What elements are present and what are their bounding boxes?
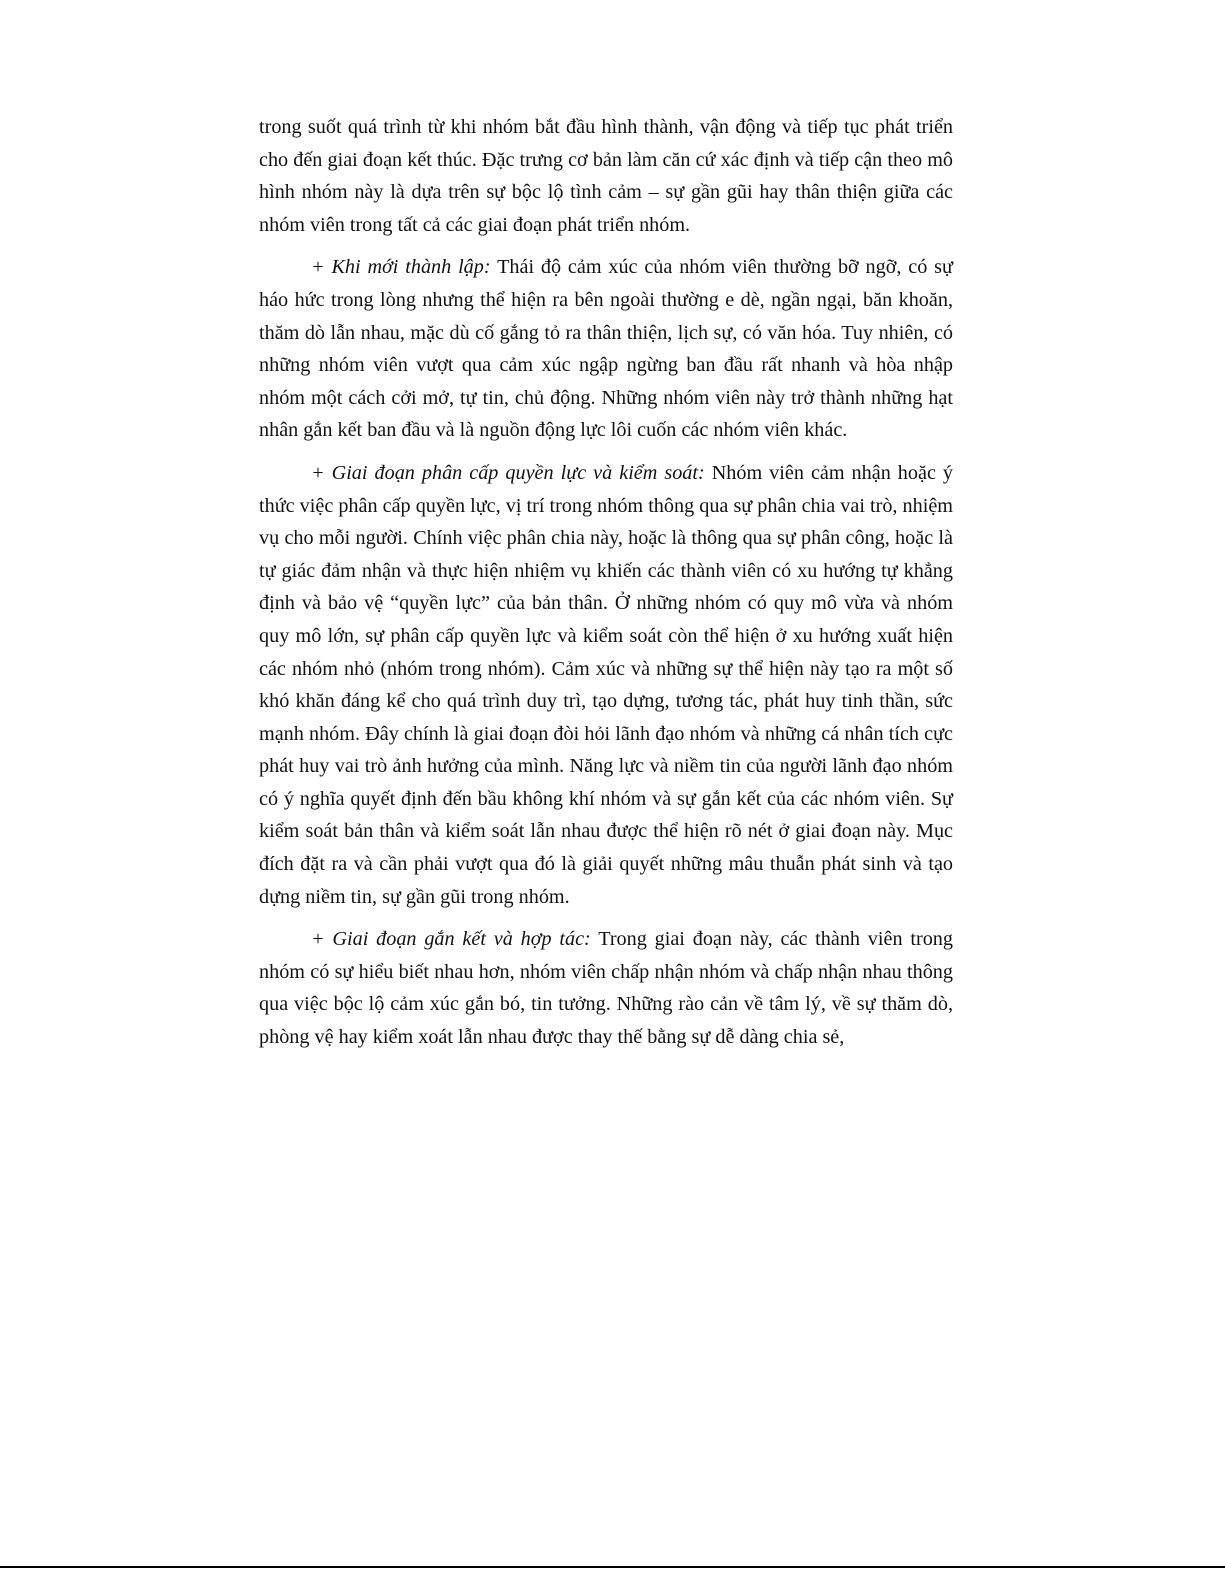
paragraph-text: trong suốt quá trình từ khi nhóm bắt đầu hình thành, vận động và tiếp tục phát triển cho đến giai đoạn kết thúc. Đặc trưng cơ bản làm căn cứ xác định và tiếp cận theo mô hình nhóm này là dựa trên sự bộc lộ tình cảm – sự gần gũi hay thân thiện giữa các nhóm viên trong tất cả các giai đoạn phát triển nhóm. [259, 116, 953, 236]
paragraph-lead: + Giai đoạn gắn kết và hợp tác: [311, 928, 591, 951]
paragraph-gan-ket-hop-tac [259, 923, 953, 1053]
paragraph-khi-moi-thanh-lap [259, 251, 953, 447]
paragraph-phan-cap-quyen-luc [259, 457, 953, 913]
paragraph-text: Trong giai đoạn này, các thành viên trong nhóm có sự hiểu biết nhau hơn, nhóm viên chấp nhận nhóm và chấp nhận nhau thông qua việc bộc lộ cảm xúc gắn bó, tin tưởng. Những rào cản về tâm lý, về sự thăm dò, phòng vệ hay kiểm xoát lẫn nhau được thay thế bằng sự dễ dàng chia sẻ, [259, 928, 953, 1049]
paragraph-text: Thái độ cảm xúc của nhóm viên thường bỡ ngỡ, có sự háo hức trong lòng nhưng thể hiện ra bên ngoài thường e dè, ngần ngại, băn khoăn, thăm dò lẫn nhau, mặc dù cố gắng tỏ ra thân thiện, lịch sự, có văn hóa. Tuy nhiên, có những nhóm viên vượt qua cảm xúc ngập ngừng ban đầu rất nhanh và hòa nhập nhóm một cách cởi mở, tự tin, chủ động. Những nhóm viên này trở thành những hạt nhân gắn kết ban đầu và là nguồn động lực lôi cuốn các nhóm viên khác. [259, 256, 953, 442]
page-bottom-border [0, 1566, 1225, 1568]
paragraph-continuation [259, 111, 953, 241]
body-text [259, 111, 953, 1064]
paragraph-lead: + Khi mới thành lập: [311, 256, 491, 279]
paragraph-lead: + Giai đoạn phân cấp quyền lực và kiểm soát: [311, 461, 705, 484]
paragraph-text: Nhóm viên cảm nhận hoặc ý thức việc phân cấp quyền lực, vị trí trong nhóm thông qua sự phân chia vai trò, nhiệm vụ cho mỗi người. Chính việc phân chia này, hoặc là thông qua sự phân công, hoặc là tự giác đảm nhận và thực hiện nhiệm vụ khiến các thành viên có xu hướng tự khẳng định và bảo vệ “quyền lực” của bản thân. Ở những nhóm có quy mô vừa và nhóm quy mô lớn, sự phân cấp quyền lực và kiểm soát còn thể hiện ở xu hướng xuất hiện các nhóm nhỏ (nhóm trong nhóm). Cảm xúc và những sự thể hiện này tạo ra một số khó khăn đáng kể cho quá trình duy trì, tạo dựng, tương tác, phát huy tinh thần, sức mạnh nhóm. Đây chính là giai đoạn đòi hỏi lãnh đạo nhóm và những cá nhân tích cực phát huy vai trò ảnh hưởng của mình. Năng lực và niềm tin của người lãnh đạo nhóm có ý nghĩa quyết định đến bầu không khí nhóm và sự gắn kết của các nhóm viên. Sự kiểm soát bản thân và kiểm soát lẫn nhau được thể hiện rõ nét ở giai đoạn này. Mục đích đặt ra và cần phải vượt qua đó là giải quyết những mâu thuẫn phát sinh và tạo dựng niềm tin, sự gần gũi trong nhóm. [259, 461, 953, 908]
